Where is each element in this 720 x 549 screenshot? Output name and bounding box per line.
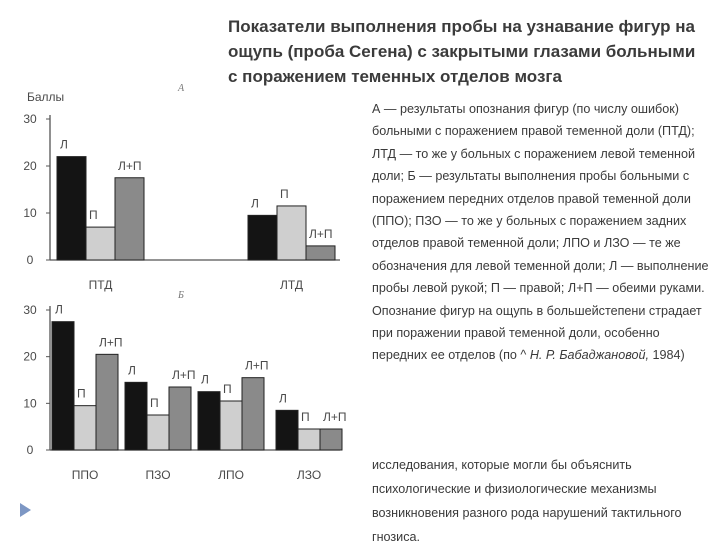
bar [169, 387, 191, 450]
bar-label: Л+П [172, 368, 196, 382]
bar [115, 178, 144, 260]
bar [306, 246, 335, 260]
figure-title: Показатели выполнения пробы на узнавание фигур на ощупь (проба Сегена) с закрытыми глазами больными с поражением теменных отделов мозга [228, 17, 696, 86]
x-category-label: ПТД [88, 278, 113, 292]
bar-label: П [280, 186, 289, 201]
bar [277, 206, 306, 260]
caption-year: 1984) [652, 348, 685, 363]
x-category-label: ЛПО [218, 468, 244, 482]
panel-letter: А [178, 83, 185, 94]
bar-label: П [77, 386, 86, 401]
y-tick-label: 10 [23, 396, 37, 411]
bar-label: Л [251, 196, 259, 211]
bar-label: Л [55, 302, 63, 317]
bar-label: Л [201, 372, 209, 387]
bar [96, 354, 118, 450]
bar-label: Л+П [99, 335, 123, 350]
bar-label: П [223, 382, 232, 396]
bar [86, 227, 115, 260]
bar [52, 322, 74, 450]
bar-label: Л [279, 391, 287, 406]
bar [248, 215, 277, 260]
y-tick-label: 30 [23, 112, 37, 126]
bar-label: Л+П [309, 226, 333, 241]
y-tick-label: 20 [23, 159, 37, 173]
bar-label: П [150, 396, 159, 410]
next-slide-arrow-icon[interactable] [20, 503, 31, 517]
continuation-text: исследования, которые могли бы объяснить психологические и физиологические механизмы возникновения разного рода нарушений тактильного гнозиса. [372, 458, 682, 544]
x-category-label: ЛЗО [296, 468, 322, 482]
bar [74, 406, 96, 450]
bar [320, 429, 342, 450]
y-tick-label: 0 [26, 253, 34, 267]
bar-label: Л+П [323, 410, 347, 424]
bar [242, 378, 264, 450]
bar-label: Л [60, 137, 68, 152]
bar [125, 382, 147, 450]
y-axis-label: Баллы [27, 90, 65, 104]
caption-text: А — результаты опознания фигур (по числу ошибок) больными с поражением правой теменной доли (ПТД); ЛТД — то же у больных с поражением левой теменной доли; Б — результаты выполнения пробы больными с поражением передних отделов правой теменной доли (ППО); ПЗО — то же у больных с поражением задних отделов правой теменной доли; ЛПО и ЛЗО — те же обозначения для левой теменной доли; Л — выполнение пробы левой рукой; П — правой; Л+П — обеими руками. Опознание фигур на ощупь в большейстепени страдает при поражении правой теменной доли, особенно передних ее отделов (по ^ [372, 102, 709, 363]
bar [220, 401, 242, 450]
bar-label: Л+П [118, 158, 142, 173]
bar [147, 415, 169, 450]
x-category-label: ПЗО [145, 468, 171, 482]
bar-label: П [89, 208, 98, 223]
y-tick-label: 10 [23, 206, 37, 220]
bar-label: Л+П [245, 358, 269, 373]
bar-charts [0, 0, 370, 500]
bar [276, 410, 298, 450]
caption-author: Н. Р. Бабаджановой, [529, 348, 650, 363]
bar [298, 429, 320, 450]
bar [198, 392, 220, 450]
x-category-label: ППО [71, 468, 99, 482]
x-category-label: ЛТД [280, 278, 303, 292]
bar-label: П [301, 410, 310, 424]
panel-letter: Б [178, 290, 184, 301]
y-tick-label: 20 [23, 349, 37, 364]
bar-label: Л [128, 363, 136, 378]
y-tick-label: 0 [26, 443, 34, 457]
y-tick-label: 30 [23, 303, 37, 317]
figure-caption [372, 98, 710, 367]
bar [57, 157, 86, 260]
